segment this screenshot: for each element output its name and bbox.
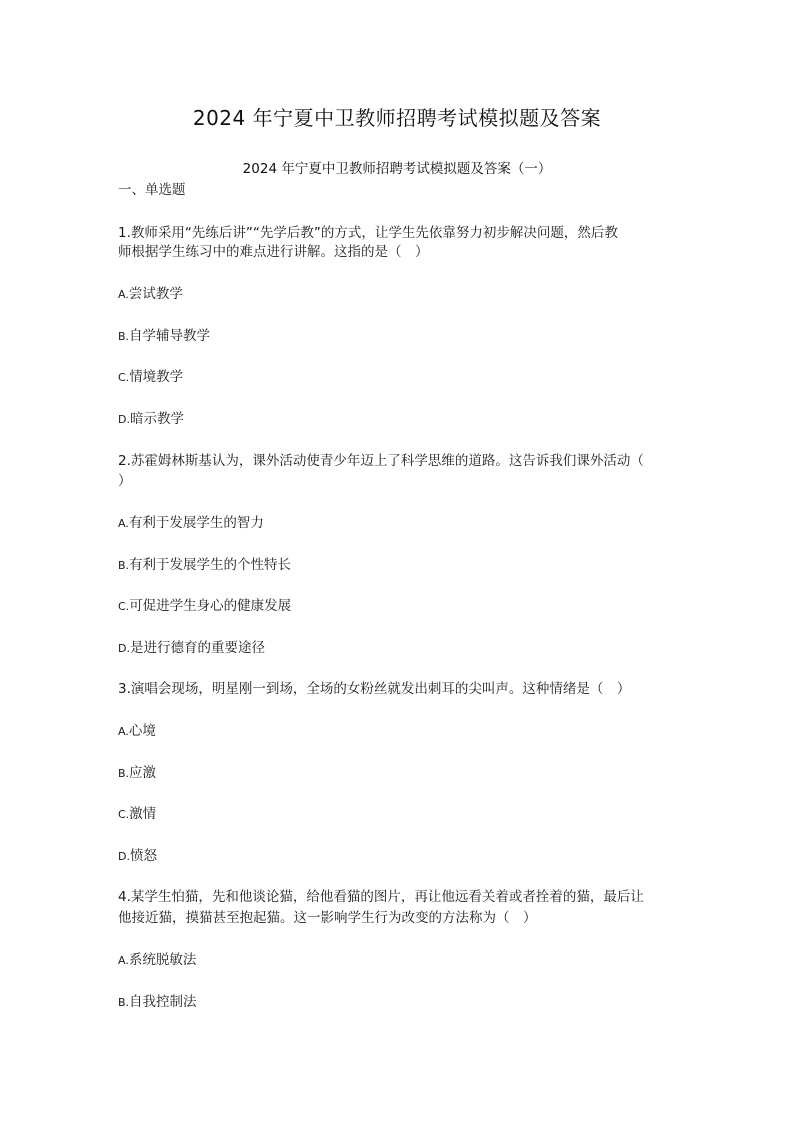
question-4-line-1: 4.某学生怕猫，先和他谈论猫，给他看猫的图片，再让他远看关着或者拴着的猫，最后让 <box>118 889 644 905</box>
option-letter: B. <box>118 330 130 343</box>
option-letter: C. <box>118 371 130 384</box>
option-text: 有利于发展学生的智力 <box>128 515 264 531</box>
question-4-line-2: 他接近猫，摸猫甚至抱起猫。这一影响学生行为改变的方法称为（ ） <box>118 910 537 926</box>
option-text: 有利于发展学生的个性特长 <box>129 557 292 573</box>
question-3-option-d <box>118 845 678 868</box>
option-text: 自我控制法 <box>129 994 197 1010</box>
option-letter: A. <box>118 954 129 967</box>
question-1-option-b <box>118 325 678 348</box>
option-letter: B. <box>118 559 130 572</box>
option-text: 心境 <box>128 723 156 739</box>
option-text: 暗示教学 <box>129 411 184 427</box>
document-title: 2024 年宁夏中卫教师招聘考试模拟题及答案 <box>192 106 602 130</box>
option-letter: D. <box>118 413 130 426</box>
option-text: 可促进学生身心的健康发展 <box>129 598 292 614</box>
option-letter: C. <box>118 808 130 821</box>
question-2-option-c <box>118 595 678 618</box>
section-heading: 一、单选题 <box>118 182 186 198</box>
question-1-option-c <box>118 366 678 389</box>
option-text: 尝试教学 <box>128 286 183 302</box>
option-text: 是进行德育的重要途径 <box>129 640 265 656</box>
question-3-option-b <box>118 762 678 785</box>
question-1-option-d <box>118 408 678 431</box>
question-1-option-a <box>118 283 678 306</box>
document-subtitle: 2024 年宁夏中卫教师招聘考试模拟题及答案（一） <box>242 161 552 177</box>
question-3-option-a <box>118 720 678 743</box>
option-letter: A. <box>118 725 129 738</box>
question-2-option-a <box>118 512 678 535</box>
option-letter: B. <box>118 996 130 1009</box>
question-2-line-2: ） <box>118 473 132 489</box>
question-4-option-a <box>118 949 678 972</box>
option-letter: A. <box>118 517 129 530</box>
option-text: 情境教学 <box>129 369 184 385</box>
option-text: 激情 <box>129 806 157 822</box>
option-text: 系统脱敏法 <box>128 952 197 968</box>
option-letter: D. <box>118 850 130 863</box>
option-letter: C. <box>118 600 130 613</box>
option-letter: A. <box>118 288 129 301</box>
option-text: 自学辅导教学 <box>129 328 211 344</box>
option-letter: B. <box>118 767 130 780</box>
question-1-line-1: 1.教师采用“先练后讲”“先学后教”的方式，让学生先依靠努力初步解决问题，然后教 <box>118 225 618 241</box>
option-text: 应激 <box>129 765 157 781</box>
question-2-option-d <box>118 637 678 660</box>
question-4-option-b <box>118 991 678 1014</box>
question-3-line-1: 3.演唱会现场，明星刚一到场，全场的女粉丝就发出刺耳的尖叫声。这种情绪是（ ） <box>118 681 631 697</box>
question-3-option-c <box>118 803 678 826</box>
option-letter: D. <box>118 642 130 655</box>
question-2-line-1: 2.苏霍姆林斯基认为，课外活动使青少年迈上了科学思维的道路。这告诉我们课外活动（ <box>118 453 644 469</box>
question-1-line-2: 师根据学生练习中的难点进行讲解。这指的是（ ） <box>118 244 429 260</box>
question-2-option-b <box>118 554 678 577</box>
option-text: 愤怒 <box>129 848 157 864</box>
